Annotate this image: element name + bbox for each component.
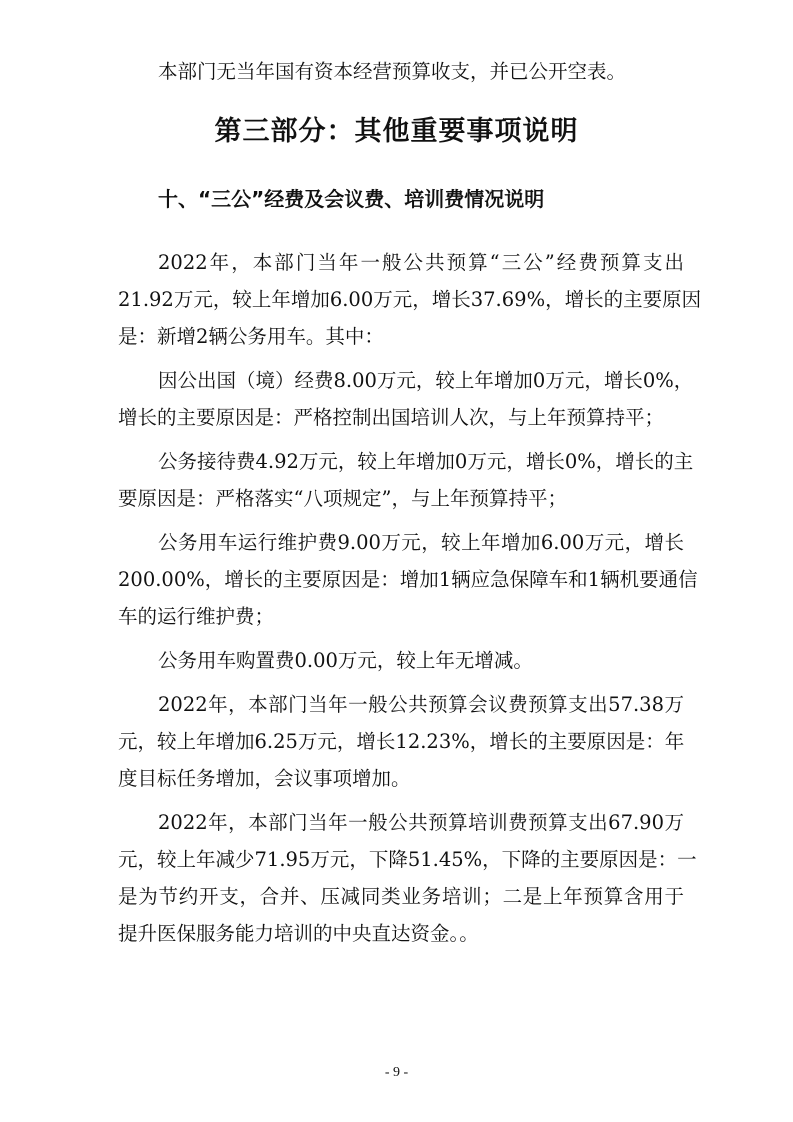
paragraph-line: 2022年，本部门当年一般公共预算培训费预算支出67.90万 — [158, 811, 684, 834]
paragraph-line: 增长的主要原因是：严格控制出国培训人次，与上年预算持平； — [118, 406, 665, 429]
paragraph-line: 2022年，本部门当年一般公共预算“三公”经费预算支出 — [158, 251, 684, 274]
paragraph-line: 提升医保服务能力培训的中央直达资金。。 — [118, 922, 479, 945]
intro-text: 本部门无当年国有资本经营预算收支，并已公开空表。 — [158, 60, 627, 83]
paragraph-line: 21.92万元，较上年增加6.00万元，增长37.69%，增长的主要原因 — [118, 288, 702, 311]
section-title: 十、“三公”经费及会议费、培训费情况说明 — [158, 187, 545, 211]
paragraph-line: 元，较上年减少71.95万元，下降51.45%，下降的主要原因是：一 — [118, 848, 697, 871]
paragraph-line: 公务用车购置费0.00万元，较上年无增减。 — [158, 649, 533, 672]
paragraph-line: 车的运行维护费； — [118, 605, 275, 628]
part-title: 第三部分：其他重要事项说明 — [214, 116, 579, 147]
paragraph-line: 公务用车运行维护费9.00万元，较上年增加6.00万元，增长 — [158, 531, 684, 554]
paragraph-line: 公务接待费4.92万元，较上年增加0万元，增长0%，增长的主 — [158, 450, 694, 473]
paragraph-line: 是为节约开支，合并、压减同类业务培训；二是上年预算含用于 — [118, 885, 684, 908]
paragraph-line: 要原因是：严格落实“八项规定”，与上年预算持平； — [118, 487, 567, 510]
paragraph-line: 是：新增2辆公务用车。其中： — [118, 325, 384, 348]
paragraph-line: 度目标任务增加，会议事项增加。 — [118, 767, 411, 790]
paragraph-line: 元，较上年增加6.25万元，增长12.23%，增长的主要原因是：年 — [118, 730, 685, 753]
page-number: - 9 - — [384, 1065, 409, 1080]
paragraph-line: 200.00%，增长的主要原因是：增加1辆应急保障车和1辆机要通信 — [118, 568, 698, 591]
paragraph-line: 2022年，本部门当年一般公共预算会议费预算支出57.38万 — [158, 693, 684, 716]
paragraph-line: 因公出国（境）经费8.00万元，较上年增加0万元，增长0%， — [158, 369, 694, 392]
